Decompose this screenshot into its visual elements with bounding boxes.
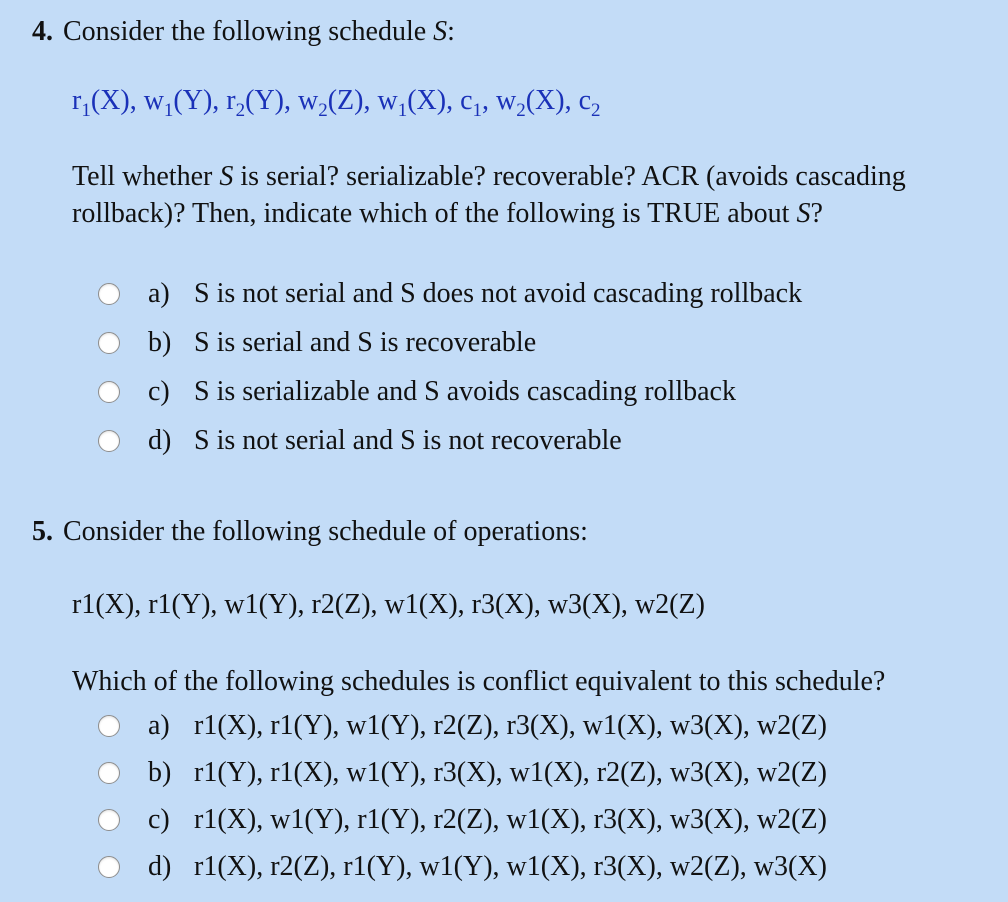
option-letter: b) bbox=[148, 327, 172, 358]
radio-button[interactable] bbox=[98, 430, 120, 452]
option-text: r1(X), r1(Y), w1(Y), r2(Z), r3(X), w1(X), w3(X), w2(Z) bbox=[194, 710, 827, 741]
option-text: r1(X), r2(Z), r1(Y), w1(Y), w1(X), r3(X), w2(Z), w3(X) bbox=[194, 851, 827, 882]
question-5-prompt: Which of the following schedules is conflict equivalent to this schedule? bbox=[72, 666, 886, 697]
question-4-heading-text: Consider the following schedule bbox=[63, 16, 434, 47]
option-letter: d) bbox=[148, 851, 172, 882]
option-text: S is serial and S is recoverable bbox=[194, 327, 537, 358]
question-5-option-d[interactable] bbox=[98, 847, 827, 887]
question-4-prompt-part: Tell whether bbox=[72, 161, 220, 192]
radio-button[interactable] bbox=[98, 332, 120, 354]
question-4-prompt bbox=[72, 158, 972, 232]
radio-button[interactable] bbox=[98, 381, 120, 403]
option-text: S is not serial and S does not avoid cascading rollback bbox=[194, 278, 803, 309]
question-5-number: 5. bbox=[32, 516, 53, 547]
radio-button[interactable] bbox=[98, 715, 120, 737]
question-5-option-b[interactable] bbox=[98, 753, 827, 793]
option-letter: c) bbox=[148, 804, 170, 835]
option-letter: c) bbox=[148, 376, 170, 407]
radio-button[interactable] bbox=[98, 283, 120, 305]
question-5-heading-text: Consider the following schedule of operations: bbox=[63, 516, 588, 547]
option-letter: a) bbox=[148, 278, 170, 309]
option-text: S is serializable and S avoids cascading rollback bbox=[194, 376, 736, 407]
radio-button[interactable] bbox=[98, 762, 120, 784]
question-4-option-a[interactable] bbox=[98, 274, 802, 314]
question-5-option-a[interactable] bbox=[98, 706, 827, 746]
option-text: S is not serial and S is not recoverable bbox=[194, 425, 622, 456]
question-4-heading bbox=[32, 15, 455, 49]
option-letter: b) bbox=[148, 757, 172, 788]
question-4-schedule: $r_1(X)$, $w_1(Y)$, $r_2(Y)$, $w_2(Z)$, $w_1(X)$, $c_1$, $w_2(X)$, $c_2$ bbox=[72, 85, 601, 121]
question-5-schedule: r1(X), r1(Y), w1(Y), r2(Z), w1(X), r3(X), w3(X), w2(Z) bbox=[72, 589, 705, 620]
question-5-option-c[interactable] bbox=[98, 800, 827, 840]
question-4-option-c[interactable] bbox=[98, 372, 736, 412]
option-letter: d) bbox=[148, 425, 172, 456]
option-letter: a) bbox=[148, 710, 170, 741]
radio-button[interactable] bbox=[98, 856, 120, 878]
option-text: r1(Y), r1(X), w1(Y), r3(X), w1(X), r2(Z), w3(X), w2(Z) bbox=[194, 757, 827, 788]
option-text: r1(X), w1(Y), r1(Y), r2(Z), w1(X), r3(X), w3(X), w2(Z) bbox=[194, 804, 827, 835]
question-4-prompt-part: is serial? serializable? recoverable? ACR (avoids cascading rollback)? Then, indicate which of the following is TRUE about bbox=[72, 161, 906, 229]
question-5-heading bbox=[32, 515, 588, 549]
question-4-option-b[interactable] bbox=[98, 323, 536, 363]
question-4-prompt-var: S bbox=[796, 198, 811, 229]
question-4-option-d[interactable] bbox=[98, 421, 622, 461]
question-4-prompt-var: S bbox=[219, 161, 234, 192]
question-4-prompt-part: ? bbox=[810, 198, 823, 229]
radio-button[interactable] bbox=[98, 809, 120, 831]
question-4-heading-var: S bbox=[433, 16, 448, 47]
question-4-number: 4. bbox=[32, 16, 53, 47]
question-4-heading-colon: : bbox=[447, 16, 455, 47]
